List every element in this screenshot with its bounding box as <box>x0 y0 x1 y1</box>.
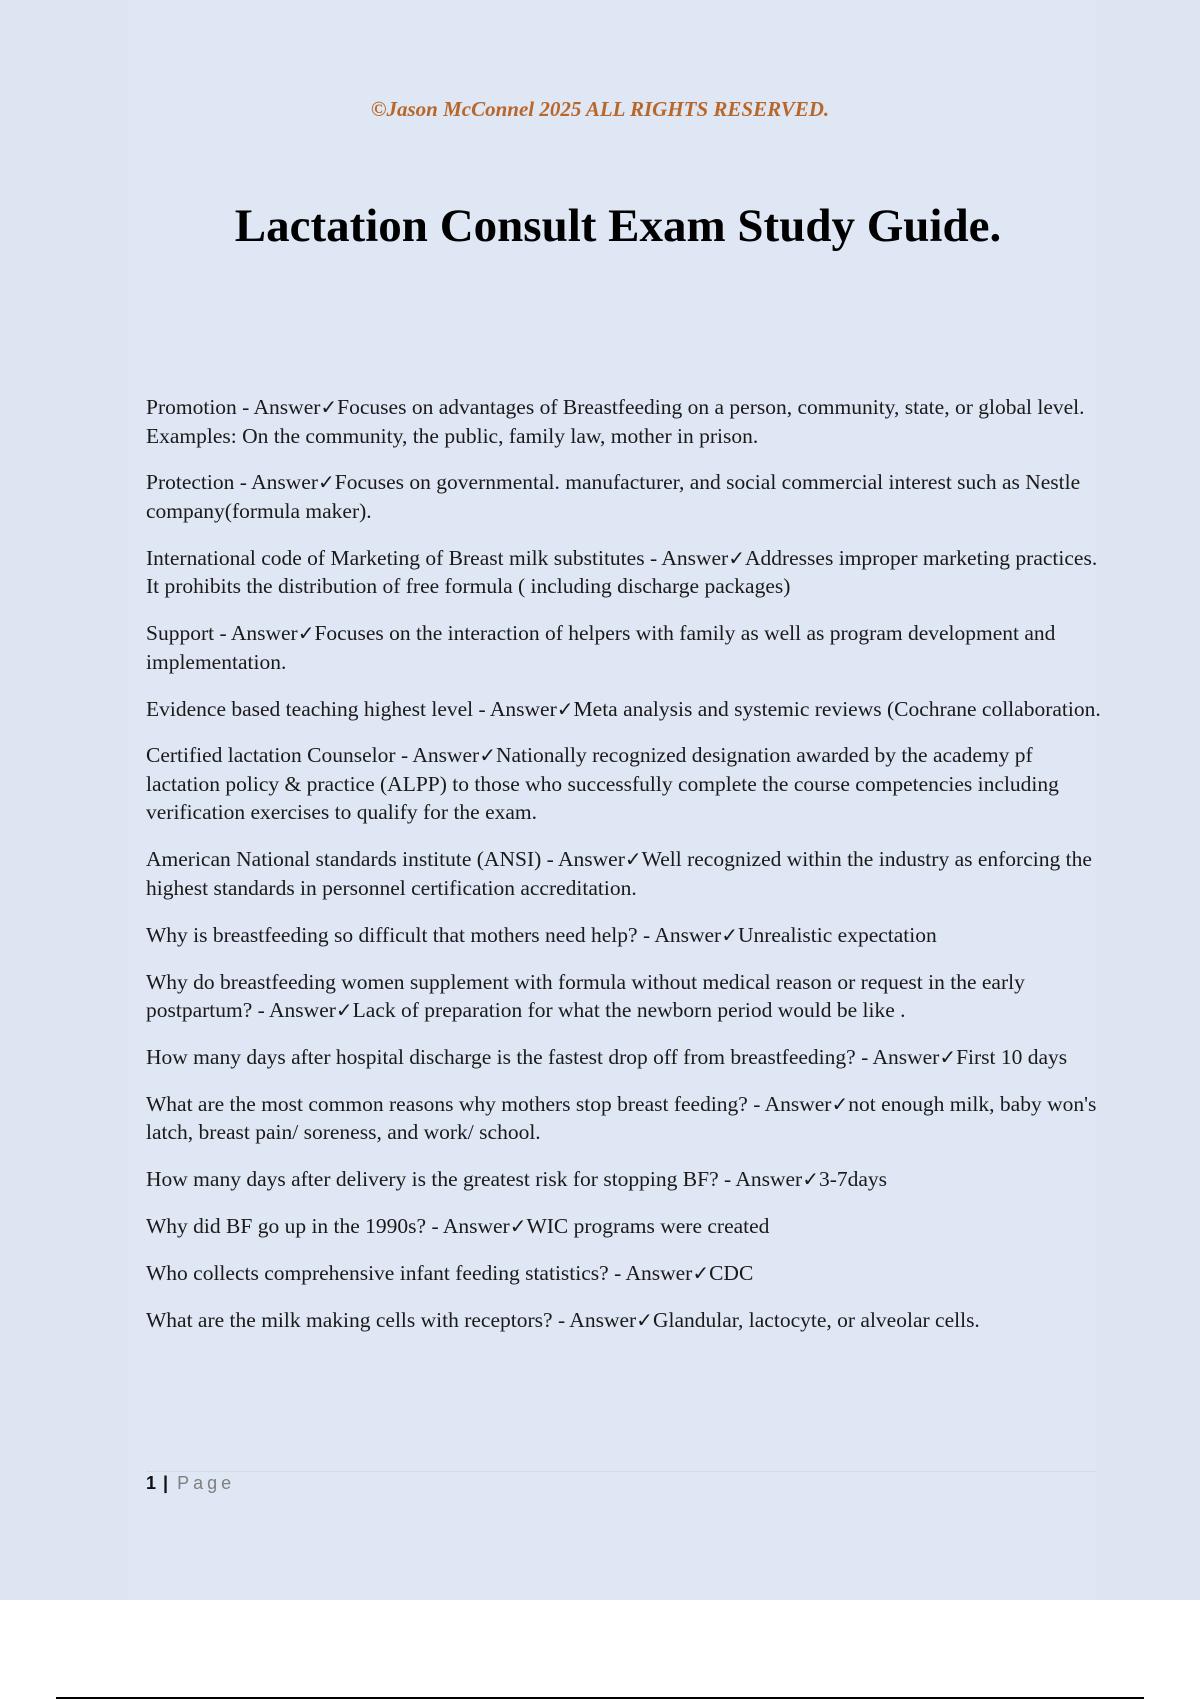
answer-text: 3-7days <box>818 1167 888 1192</box>
checkmark-icon: ✓ <box>636 1307 653 1332</box>
page-number: 1 <box>146 1473 157 1493</box>
answer-marker: Answer <box>872 1045 940 1070</box>
checkmark-icon: ✓ <box>320 395 338 419</box>
checkmark-icon: ✓ <box>831 1091 849 1116</box>
answer-marker: Answer <box>269 998 336 1023</box>
answer-text: Nationally recognized designation awarded by the academy pf lactation policy & practice (ALPP) to those who successfully complete the course competencies including verification exercises to qualify for the exam. <box>146 743 1059 825</box>
qa-item: Support - Answer✓Focuses on the interaction of helpers with family as well as program development and implementation. <box>146 621 1056 674</box>
page-separator: | <box>163 1473 169 1493</box>
qa-item: What are the most common reasons why mothers stop breast feeding? - Answer✓not enough milk, baby won's latch, breast pain/ soreness, and work/ school. <box>146 1091 1097 1145</box>
question-text: What are the milk making cells with receptors? <box>146 1307 553 1332</box>
answer-marker: Answer <box>230 621 298 646</box>
answer-marker: Answer <box>764 1091 832 1116</box>
answer-text: WIC programs were created <box>526 1214 770 1239</box>
answer-text: Unrealistic expectation <box>737 922 937 947</box>
answer-text: Meta analysis and systemic reviews (Cochrane collaboration. <box>573 696 1101 721</box>
checkmark-icon: ✓ <box>802 1167 819 1192</box>
checkmark-icon: ✓ <box>624 847 642 872</box>
answer-text: Glandular, lactocyte, or alveolar cells. <box>652 1307 980 1332</box>
question-text: International code of Marketing of Breast milk substitutes <box>146 545 645 570</box>
document-title: Lactation Consult Exam Study Guide. <box>234 200 1002 252</box>
qa-list <box>146 393 1101 1353</box>
question-text: Why did BF go up in the 1990s? <box>146 1214 427 1239</box>
answer-marker: Answer <box>735 1167 803 1192</box>
answer-text: Addresses improper marketing practices. It prohibits the distribution of free formula ( including discharge packages) <box>146 545 1098 599</box>
qa-item: Protection - Answer✓Focuses on governmental. manufacturer, and social commercial interest such as Nestle company(formula maker). <box>146 470 1081 523</box>
checkmark-icon: ✓ <box>297 621 315 646</box>
qa-item: American National standards institute (ANSI) - Answer✓Well recognized within the industry as enforcing the highest standards in personnel certification accreditation. <box>146 847 1092 900</box>
question-text: Support <box>146 621 215 646</box>
qa-item: Who collects comprehensive infant feeding statistics? - Answer✓CDC <box>146 1261 754 1286</box>
answer-marker: Answer <box>661 545 729 570</box>
checkmark-icon: ✓ <box>479 743 496 768</box>
answer-marker: Answer <box>412 743 480 768</box>
answer-text: CDC <box>709 1261 754 1286</box>
checkmark-icon: ✓ <box>335 998 353 1023</box>
question-text: Why do breastfeeding women supplement with formula without medical reason or request in the early postpartum? <box>146 969 1025 1023</box>
qa-item: Why did BF go up in the 1990s? - Answer✓WIC programs were created <box>146 1214 770 1239</box>
answer-marker: Answer <box>489 696 557 721</box>
checkmark-icon: ✓ <box>509 1214 527 1239</box>
answer-text: Focuses on the interaction of helpers with family as well as program development and implementation. <box>146 621 1056 674</box>
qa-item: Evidence based teaching highest level - Answer✓Meta analysis and systemic reviews (Cochrane collaboration. <box>146 696 1101 721</box>
qa-item: Certified lactation Counselor - Answer✓Nationally recognized designation awarded by the academy pf lactation policy & practice (ALPP) to those who successfully complete the course competencies including verification exercises to qualify for the exam. <box>146 743 1059 825</box>
answer-marker: Answer <box>442 1214 510 1239</box>
answer-text: Focuses on governmental. manufacturer, and social commercial interest such as Nestle company(formula maker). <box>146 470 1081 523</box>
page-footer <box>146 1473 235 1494</box>
checkmark-icon: ✓ <box>728 545 745 570</box>
answer-marker: Answer <box>625 1261 693 1286</box>
question-text: How many days after delivery is the greatest risk for stopping BF? <box>146 1167 719 1192</box>
bottom-divider <box>56 1697 1144 1699</box>
answer-text: Lack of preparation for what the newborn period would be like . <box>352 998 906 1023</box>
answer-text: First 10 days <box>956 1045 1068 1070</box>
question-text: Protection <box>146 470 235 495</box>
answer-marker: Answer <box>253 395 321 419</box>
answer-text: Focuses on advantages of Breastfeeding on a person, community, state, or global level. Examples: On the community, the public, family law, mother in prison. <box>146 395 1085 448</box>
qa-item: How many days after delivery is the greatest risk for stopping BF? - Answer✓3-7days <box>146 1167 888 1192</box>
answer-marker: Answer <box>569 1307 637 1332</box>
answer-marker: Answer <box>558 847 625 872</box>
checkmark-icon: ✓ <box>939 1045 957 1070</box>
checkmark-icon: ✓ <box>721 922 738 947</box>
answer-marker: Answer <box>654 922 722 947</box>
question-text: How many days after hospital discharge is the fastest drop off from breastfeeding? <box>146 1045 856 1070</box>
checkmark-icon: ✓ <box>692 1261 710 1286</box>
qa-item: Why do breastfeeding women supplement with formula without medical reason or request in the early postpartum? - Answer✓Lack of preparation for what the newborn period would be like . <box>146 969 1025 1023</box>
answer-text: Well recognized within the industry as enforcing the highest standards in personnel certification accreditation. <box>146 847 1092 900</box>
question-text: Certified lactation Counselor <box>146 743 396 768</box>
question-text: Who collects comprehensive infant feeding statistics? <box>146 1261 609 1286</box>
answer-marker: Answer <box>251 470 318 495</box>
copyright-notice: ©Jason McConnel 2025 ALL RIGHTS RESERVED. <box>370 97 830 121</box>
question-text: Promotion <box>146 395 237 419</box>
qa-item: International code of Marketing of Breast milk substitutes - Answer✓Addresses improper marketing practices. It prohibits the distribution of free formula ( including discharge packages) <box>146 545 1098 599</box>
qa-item: Why is breastfeeding so difficult that mothers need help? - Answer✓Unrealistic expectation <box>146 922 937 947</box>
question-text: Evidence based teaching highest level <box>146 696 474 721</box>
qa-item: How many days after hospital discharge is the fastest drop off from breastfeeding? - Answer✓First 10 days <box>146 1045 1068 1070</box>
question-text: What are the most common reasons why mothers stop breast feeding? <box>146 1091 748 1116</box>
question-text: American National standards institute (ANSI) <box>146 847 542 872</box>
checkmark-icon: ✓ <box>556 696 574 721</box>
question-text: Why is breastfeeding so difficult that mothers need help? <box>146 922 638 947</box>
footer-divider <box>146 1471 1096 1472</box>
answer-text: not enough milk, baby won's latch, breast pain/ soreness, and work/ school. <box>146 1091 1097 1145</box>
checkmark-icon: ✓ <box>317 470 335 495</box>
page-label: Page <box>177 1473 236 1493</box>
qa-item: What are the milk making cells with receptors? - Answer✓Glandular, lactocyte, or alveolar cells. <box>146 1307 980 1332</box>
qa-item: Promotion - Answer✓Focuses on advantages of Breastfeeding on a person, community, state, or global level. Examples: On the community, the public, family law, mother in prison. <box>146 395 1085 448</box>
